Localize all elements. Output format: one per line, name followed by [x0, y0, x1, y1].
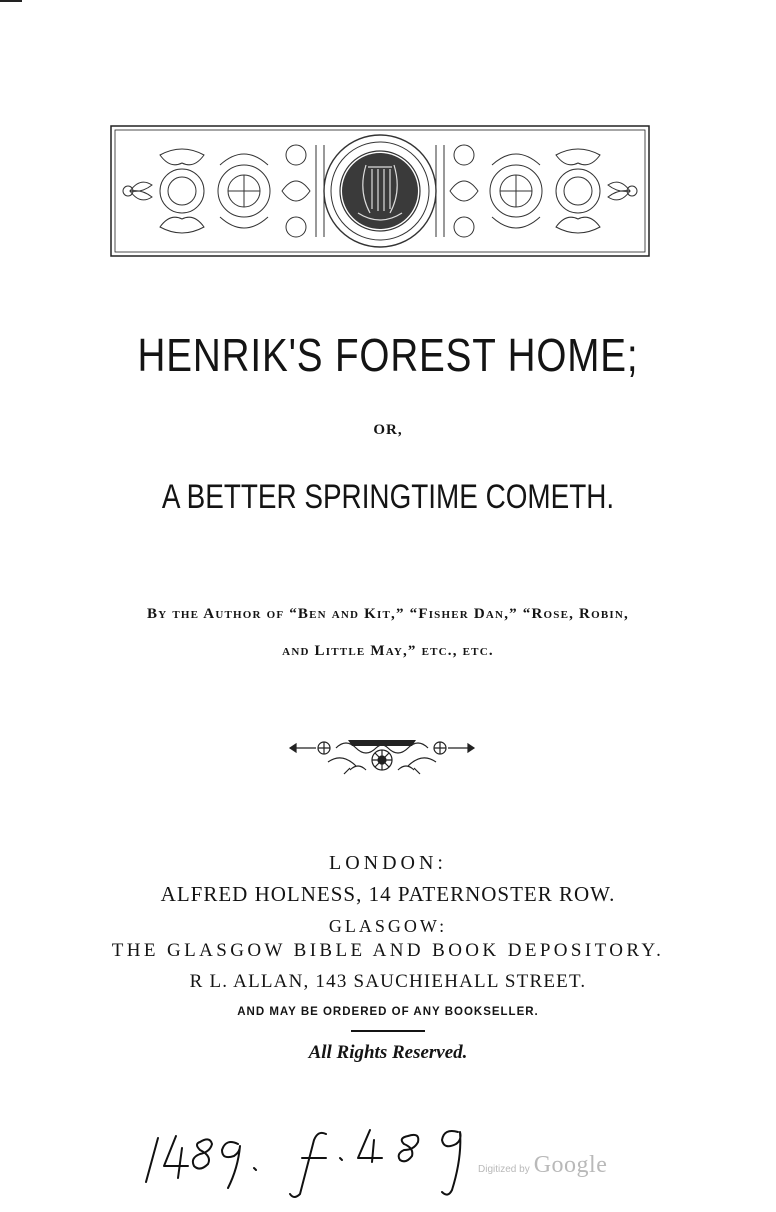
digitized-watermark	[478, 1152, 607, 1182]
fleuron-ornament	[288, 736, 476, 778]
byline-line-1: By the Author of “Ben and Kit,” “Fisher Dan,” “Rose, Robin,	[147, 606, 629, 622]
byline-line-2: and Little May,” etc., etc.	[282, 643, 494, 659]
rights-statement: All Rights Reserved.	[308, 1042, 468, 1063]
imprint-rule	[351, 1030, 425, 1032]
imprint-city-glasgow: GLASGOW:	[328, 916, 448, 936]
author-byline	[70, 596, 706, 670]
imprint-city-london: LONDON:	[329, 852, 447, 874]
headpiece-ornament	[110, 125, 650, 257]
watermark-google-logo: Google	[533, 1152, 608, 1178]
watermark-digitized-label: Digitized by	[478, 1164, 530, 1175]
title-conjunction: OR,	[373, 422, 403, 438]
imprint-order-note: AND MAY BE ORDERED OF ANY BOOKSELLER.	[237, 1006, 539, 1018]
book-title: HENRIK'S FOREST HOME;	[137, 329, 639, 381]
handwritten-shelfmark	[142, 1118, 482, 1202]
imprint-publisher-glasgow: THE GLASGOW BIBLE AND BOOK DEPOSITORY.	[111, 940, 665, 961]
imprint-publisher-london: ALFRED HOLNESS, 14 PATERNOSTER ROW.	[160, 882, 616, 906]
imprint-address-glasgow: R L. ALLAN, 143 SAUCHIEHALL STREET.	[189, 971, 587, 992]
book-subtitle: A BETTER SPRINGTIME COMETH.	[161, 478, 615, 516]
corner-mark	[0, 0, 22, 2]
imprint-block	[0, 848, 776, 1064]
